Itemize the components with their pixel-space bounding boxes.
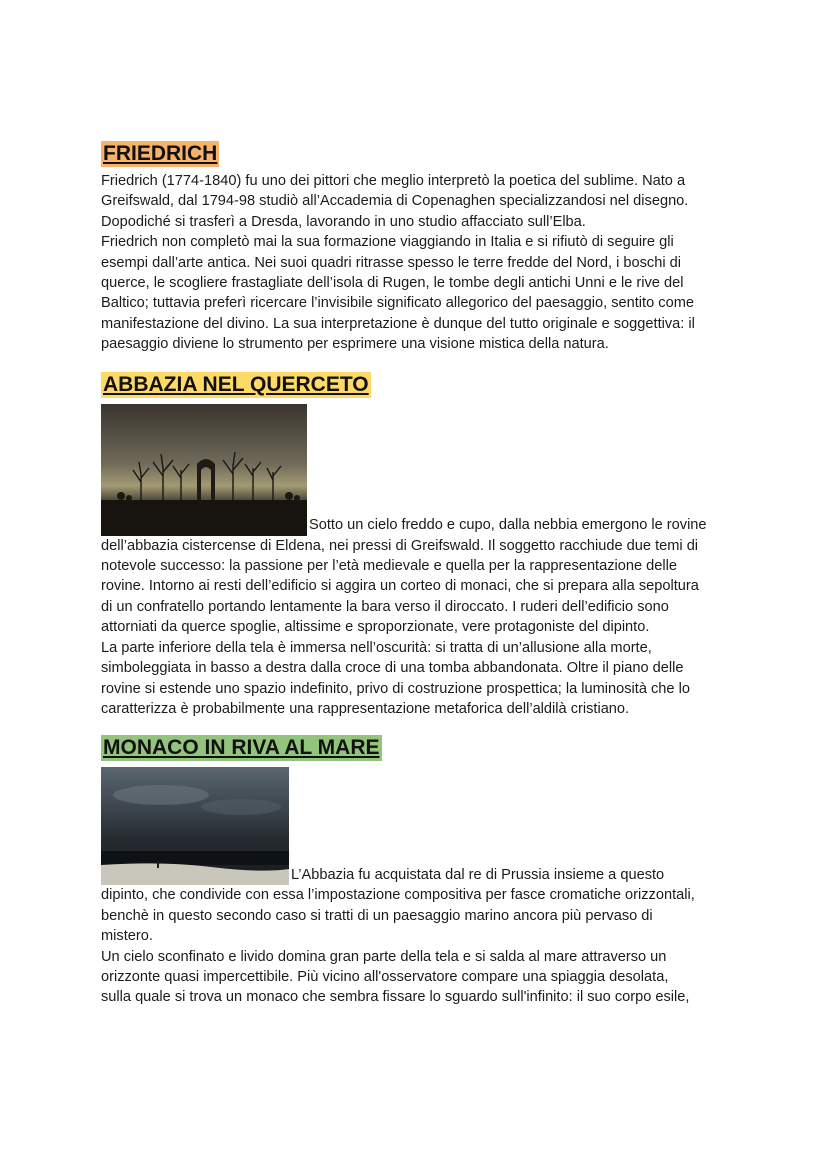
text-line: simboleggiata in basso a destra dalla croce di una tomba abbandonata. Oltre il piano delle — [101, 660, 684, 677]
text-line: querce, le scogliere frastagliate dell’isola di Rugen, le tombe degli antichi Unni e le rive del — [101, 275, 684, 292]
abbey-in-oakwood-painting — [101, 404, 307, 536]
text-line: orizzonte quasi impercettibile. Più vicino all'osservatore compare una spiaggia desolata, — [101, 968, 669, 985]
text-line: Friedrich (1774-1840) fu uno dei pittori che meglio interpretò la poetica del sublime. Nato a — [101, 173, 686, 189]
section-title: MONACO IN RIVA AL MARE — [103, 736, 380, 760]
text-line: La parte inferiore della tela è immersa nell’oscurità: si tratta di un’allusione alla morte, — [101, 639, 652, 656]
text-line: attorniati da querce spoglie, altissime e sproporzionate, vere protagoniste del dipinto. — [101, 619, 650, 636]
text-line: Friedrich non completò mai la sua formazione viaggiando in Italia e si rifiutò di seguire gli — [101, 234, 674, 251]
text-line: Dopodiché si trasferì a Dresda, lavorando in uno studio affacciato sull’Elba. — [101, 213, 586, 230]
document-page — [101, 141, 741, 1008]
text-line: esempi dall’arte antica. Nei suoi quadri ritrasse spesso le terre fredde del Nord, i boschi di — [101, 254, 681, 271]
text-line: notevole successo: la passione per l’età medievale e quella per la rappresentazione delle — [101, 558, 678, 575]
text-line: dipinto, che condivide con essa l’impostazione compositiva per fasce cromatiche orizzontali, — [101, 887, 695, 904]
text-line: mistero. — [101, 928, 153, 945]
text-line: rovine. Intorno ai resti dell’edificio si aggira un corteo di monaci, che si prepara alla sepoltura — [101, 578, 699, 595]
text-line: di un confratello portando lentamente la bara verso il diroccato. I ruderi dell’edificio sono — [101, 598, 669, 615]
section-title: FRIEDRICH — [103, 142, 218, 165]
text-line: caratterizza è probabilmente una rappresentazione metaforica dell’aldilà cristiano. — [101, 700, 630, 717]
section-friedrich — [101, 141, 741, 355]
text-line: dell’abbazia cistercense di Eldena, nei pressi di Greifswald. Il soggetto racchiude due temi di — [101, 537, 699, 554]
section-body — [101, 536, 741, 720]
monk-by-the-sea-painting — [101, 767, 289, 885]
section-abbazia — [101, 355, 741, 720]
section-body — [101, 171, 741, 355]
image-row — [101, 404, 741, 536]
text-line: manifestazione del divino. La sua interpretazione è dunque del tutto originale e soggettiva: il — [101, 315, 695, 332]
text-line: Greifswald, dal 1794-98 studiò all’Accademia di Copenaghen specializzandosi nel disegno. — [101, 193, 689, 210]
text-line: rovine si estende uno spazio indefinito, privo di costruzione prospettica; la luminosità che lo — [101, 680, 690, 697]
section-title: ABBAZIA NEL QUERCETO — [103, 372, 369, 396]
text-line: paesaggio diviene lo strumento per esprimere una visione mistica della natura. — [101, 336, 609, 353]
text-line: benchè in questo secondo caso si tratti di un paesaggio marino ancora più pervaso di — [101, 907, 653, 924]
text-line: sulla quale si trova un monaco che sembra fissare lo sguardo sull'infinito: il suo corpo esile, — [101, 989, 690, 1006]
image-side-text: Sotto un cielo freddo e cupo, dalla nebbia emergono le rovine — [309, 517, 707, 534]
section-body — [101, 885, 741, 1007]
image-side-text: L’Abbazia fu acquistata dal re di Prussia insieme a questo — [291, 866, 665, 883]
image-row — [101, 767, 741, 885]
section-monaco — [101, 719, 741, 1007]
text-line: Baltico; tuttavia preferì ricercare l’invisibile significato allegorico del paesaggio, sentito come — [101, 295, 694, 312]
text-line: Un cielo sconfinato e livido domina gran parte della tela e si salda al mare attraverso un — [101, 948, 667, 965]
